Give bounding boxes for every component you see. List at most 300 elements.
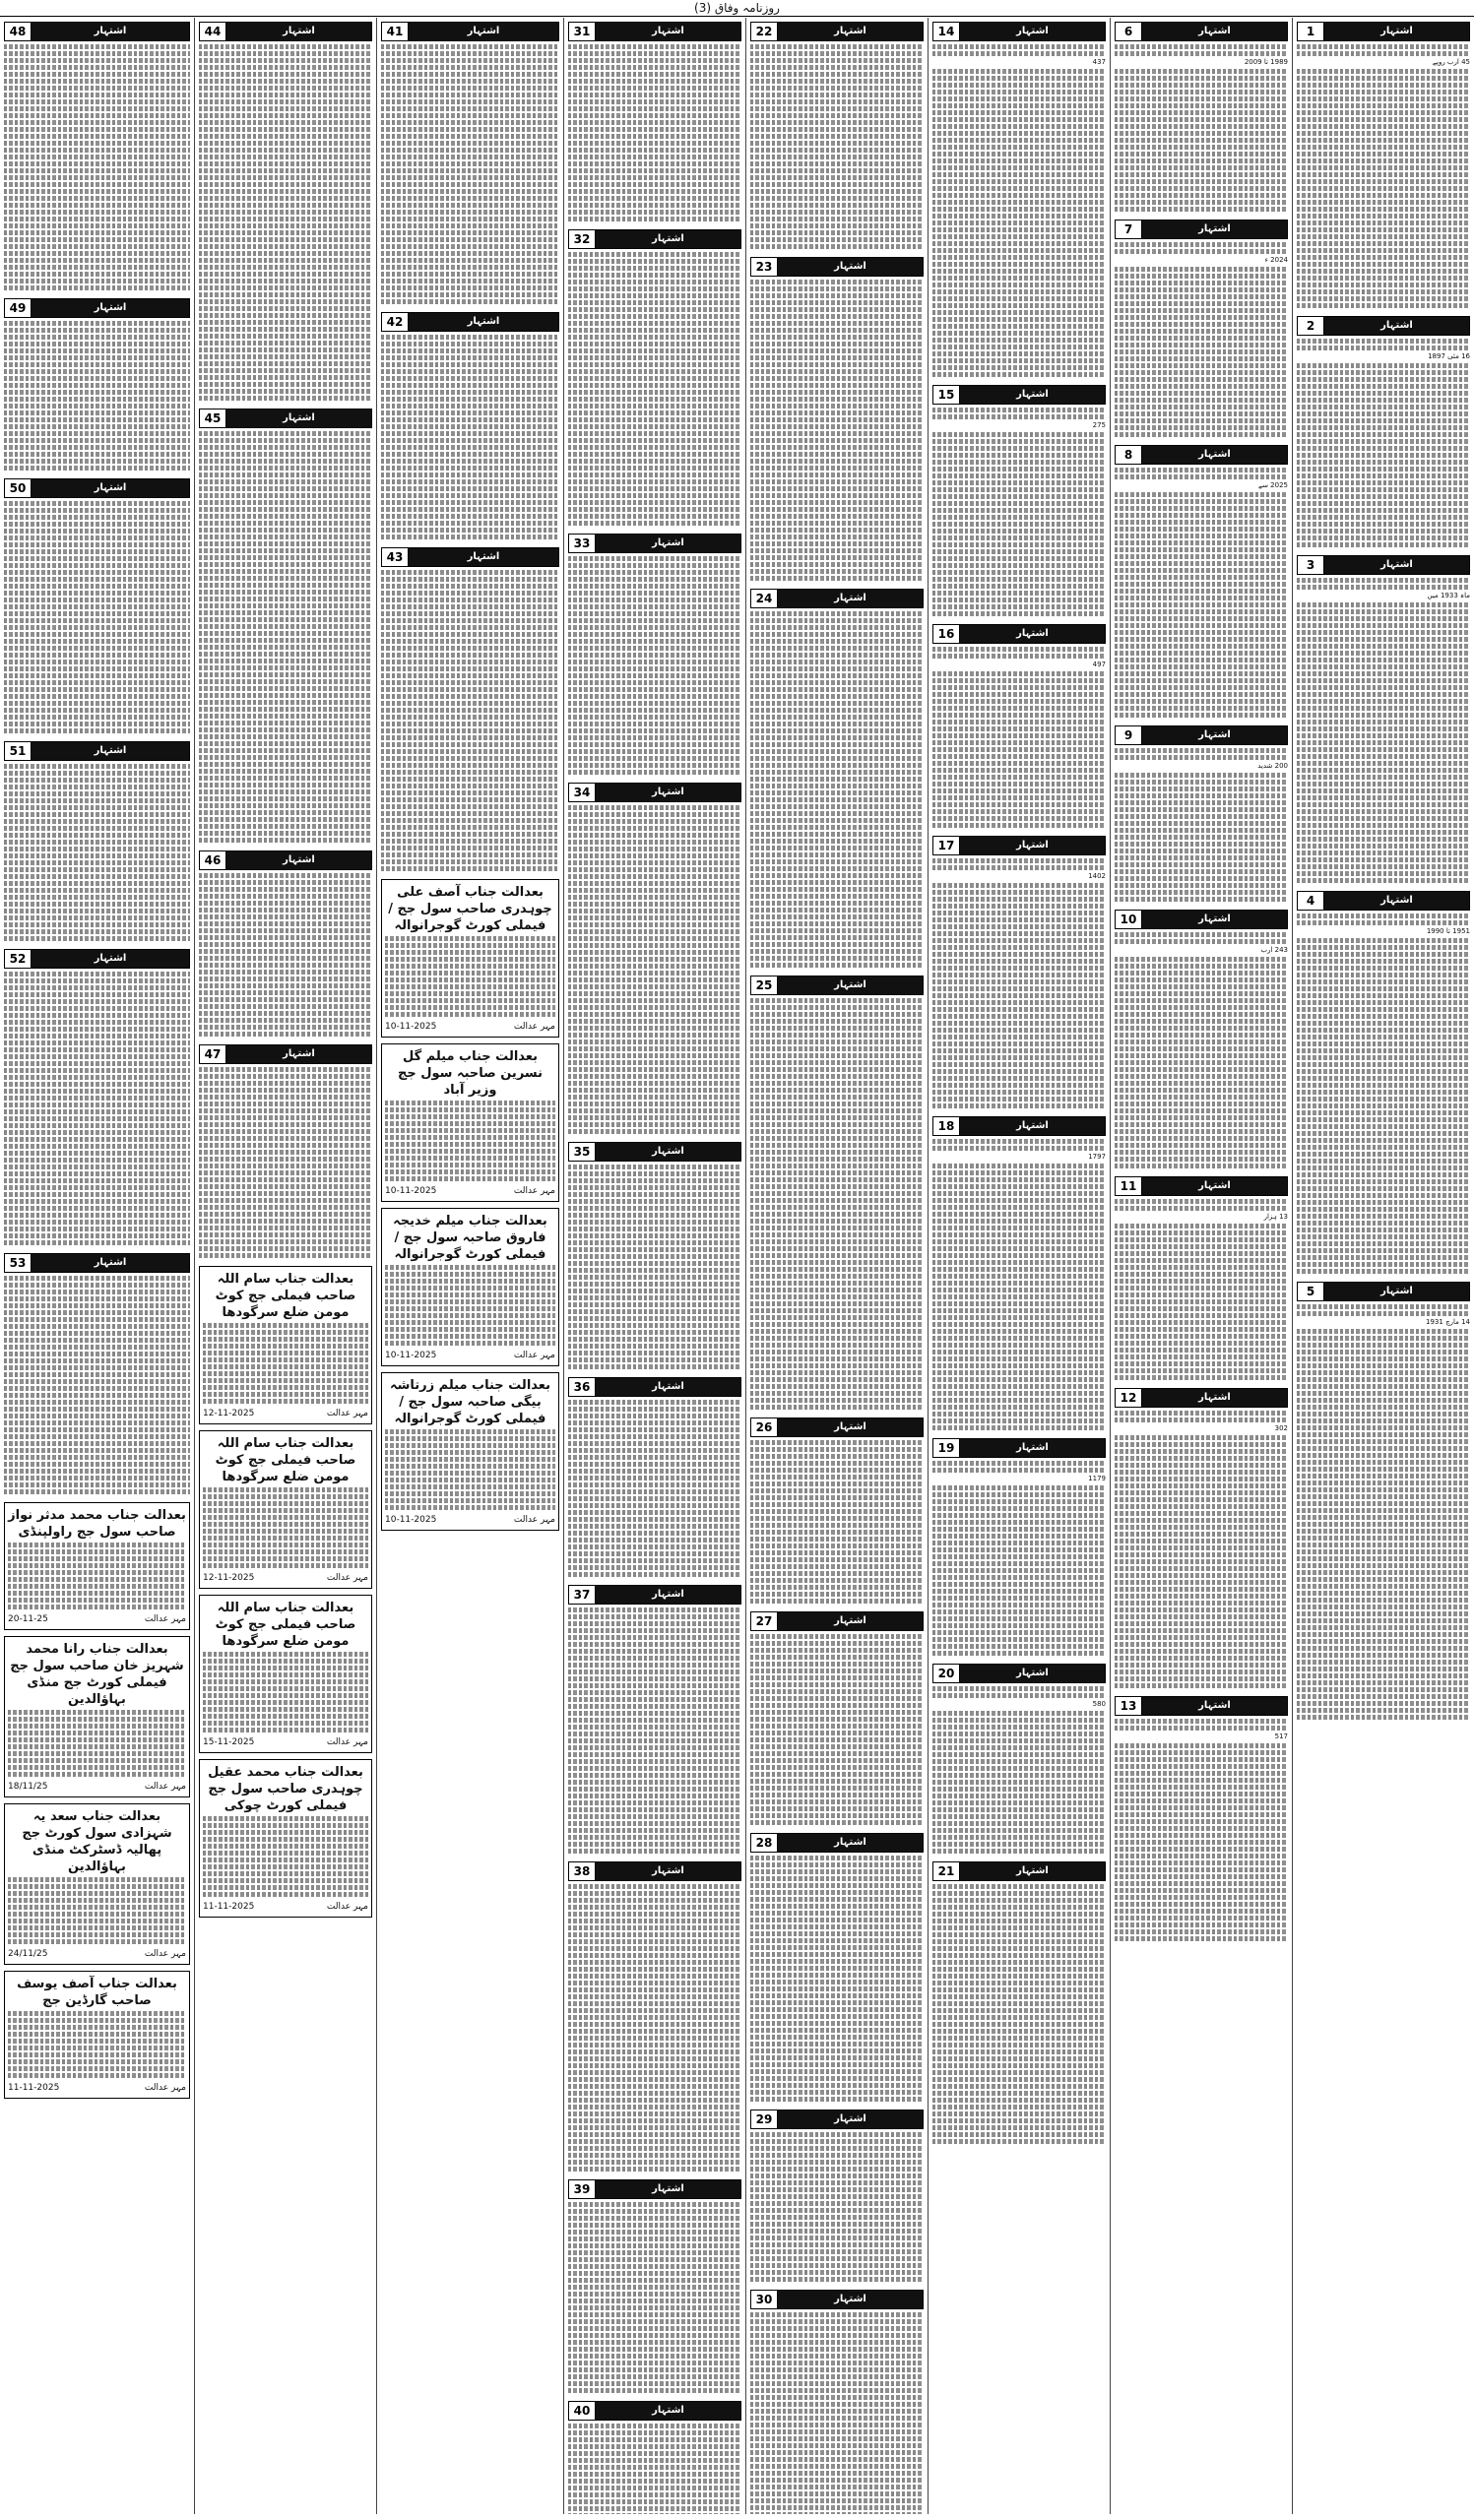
text-line — [1115, 1642, 1288, 1647]
text-line — [750, 555, 924, 560]
text-line — [199, 1246, 372, 1251]
text-line — [1115, 513, 1288, 518]
text-line — [750, 2062, 924, 2067]
text-line — [381, 230, 559, 235]
text-line — [1115, 807, 1288, 812]
text-line — [932, 979, 1106, 984]
text-line — [932, 1967, 1106, 1972]
text-line — [1297, 837, 1470, 842]
text-line — [750, 1648, 924, 1653]
text-line — [199, 1011, 372, 1016]
text-line — [1115, 1805, 1288, 1810]
text-line — [932, 248, 1106, 253]
text-line — [568, 486, 741, 491]
text-line — [199, 748, 372, 753]
ad-body — [1115, 44, 1288, 212]
text-line — [4, 120, 190, 125]
ad-label: اشتہار — [960, 1665, 1105, 1682]
text-line — [4, 445, 190, 450]
text-line — [932, 365, 1106, 370]
text-line — [932, 917, 1106, 922]
text-line — [381, 410, 559, 415]
text-line — [1297, 473, 1470, 478]
text-line — [1115, 1129, 1288, 1134]
text-line — [381, 687, 559, 692]
text-line — [1297, 1035, 1470, 1040]
text-line — [1297, 1598, 1470, 1603]
text-line — [199, 272, 372, 277]
text-line — [568, 493, 741, 498]
ad-label: اشتہار — [1324, 23, 1469, 40]
ad-label: اشتہار — [596, 784, 740, 801]
text-line — [203, 1728, 368, 1732]
text-line — [750, 321, 924, 326]
text-line — [1297, 1543, 1470, 1547]
text-line — [4, 598, 190, 602]
text-line — [1115, 1635, 1288, 1640]
text-line — [568, 79, 741, 84]
text-line — [1115, 492, 1288, 497]
ad-number-badge — [4, 22, 190, 41]
text-line — [1297, 644, 1470, 649]
text-line — [750, 1019, 924, 1024]
text-line — [932, 1814, 1106, 1819]
text-line — [568, 847, 741, 851]
text-line — [8, 1724, 186, 1729]
text-line — [750, 1081, 924, 1086]
text-line — [750, 514, 924, 519]
text-line — [750, 189, 924, 194]
text-line — [1115, 1115, 1288, 1120]
text-line — [1297, 986, 1470, 991]
ad-body — [750, 1440, 924, 1604]
text-line — [568, 570, 741, 575]
text-line — [568, 2146, 741, 2151]
text-line — [750, 2416, 924, 2421]
text-line — [750, 390, 924, 395]
text-line — [199, 1088, 372, 1093]
text-line — [381, 507, 559, 512]
text-line — [4, 1054, 190, 1059]
ad-number: 15 — [933, 386, 960, 404]
text-line — [568, 2486, 741, 2490]
text-line — [750, 445, 924, 450]
text-line — [385, 1149, 555, 1154]
text-line — [1297, 1584, 1470, 1589]
text-line — [1297, 439, 1470, 444]
text-line — [1115, 1265, 1288, 1270]
text-line — [568, 1558, 741, 1563]
text-line — [750, 2395, 924, 2400]
text-line — [932, 1350, 1106, 1354]
text-line — [932, 1246, 1106, 1251]
text-line — [4, 466, 190, 471]
text-line — [4, 1116, 190, 1121]
text-line — [1115, 349, 1288, 354]
text-line — [568, 1884, 741, 1889]
text-line — [199, 210, 372, 215]
text-line — [568, 653, 741, 658]
text-line — [1115, 1320, 1288, 1325]
text-line — [1115, 1067, 1288, 1072]
text-line — [1297, 1536, 1470, 1541]
text-line — [1297, 1453, 1470, 1458]
text-line — [199, 755, 372, 760]
text-line — [1297, 234, 1470, 239]
text-line — [8, 1932, 186, 1937]
ad-number-badge — [381, 312, 559, 332]
text-line — [1297, 1311, 1470, 1316]
text-line — [381, 445, 559, 450]
text-line — [568, 1531, 741, 1536]
text-line — [4, 972, 190, 976]
text-line — [750, 293, 924, 298]
text-line — [750, 2194, 924, 2199]
text-line — [932, 51, 1106, 56]
text-line — [385, 1114, 555, 1119]
text-line — [1115, 200, 1288, 205]
text-line — [1115, 685, 1288, 690]
text-line — [932, 1391, 1106, 1396]
text-line — [4, 805, 190, 810]
text-line — [1297, 637, 1470, 642]
text-line — [1115, 637, 1288, 642]
text-line — [932, 1146, 1106, 1151]
text-line — [932, 1905, 1106, 1910]
text-line — [4, 438, 190, 443]
text-line — [750, 134, 924, 139]
text-line — [1297, 76, 1470, 81]
text-line — [8, 2059, 186, 2064]
text-line — [932, 768, 1106, 773]
text-line — [750, 1157, 924, 1162]
text-line — [932, 966, 1106, 971]
text-line — [203, 1556, 368, 1561]
text-line — [1297, 1159, 1470, 1164]
classified-ad — [1297, 891, 1470, 1274]
text-line — [1115, 1860, 1288, 1865]
text-line — [199, 997, 372, 1002]
text-line — [750, 1599, 924, 1604]
ad-body — [568, 2424, 741, 2514]
text-line — [932, 1226, 1106, 1230]
text-line — [568, 362, 741, 367]
text-line — [568, 1538, 741, 1543]
text-line — [932, 1725, 1106, 1730]
text-line — [4, 1290, 190, 1294]
text-line — [750, 2361, 924, 2365]
court-notice-date: 10-11-2025 — [385, 1022, 437, 1032]
ad-label: اشتہار — [960, 837, 1105, 854]
text-line — [932, 1232, 1106, 1237]
text-line — [568, 673, 741, 678]
text-line — [1115, 897, 1288, 902]
text-line — [199, 679, 372, 684]
text-line — [750, 1177, 924, 1182]
text-line — [750, 2388, 924, 2393]
text-line — [568, 1254, 741, 1259]
text-line — [1115, 51, 1288, 56]
text-line — [750, 548, 924, 553]
text-line — [8, 1877, 186, 1882]
text-line — [4, 106, 190, 111]
text-line — [1297, 938, 1470, 943]
court-notice-signature — [385, 1021, 555, 1033]
text-line — [203, 1364, 368, 1369]
text-line — [381, 348, 559, 353]
text-line — [568, 273, 741, 278]
text-line — [1115, 207, 1288, 212]
text-line — [568, 168, 741, 173]
ad-label: اشتہار — [960, 1439, 1105, 1457]
text-line — [4, 708, 190, 713]
text-line — [1297, 207, 1470, 212]
ad-number-badge — [932, 1438, 1106, 1458]
text-line — [750, 348, 924, 353]
text-line — [932, 1732, 1106, 1736]
ad-number-badge — [1115, 1388, 1288, 1408]
text-line — [750, 466, 924, 471]
text-line — [199, 44, 372, 49]
column-7 — [194, 18, 376, 2514]
text-line — [932, 473, 1106, 478]
text-line — [1297, 411, 1470, 416]
text-line — [4, 1324, 190, 1329]
text-line — [932, 733, 1106, 738]
text-line — [199, 196, 372, 201]
text-line — [199, 983, 372, 988]
text-line — [1115, 1442, 1288, 1447]
text-line — [1115, 1019, 1288, 1024]
text-line — [199, 472, 372, 477]
text-line — [199, 908, 372, 913]
text-line — [750, 1751, 924, 1756]
text-line — [568, 853, 741, 858]
text-line — [932, 1807, 1106, 1812]
text-line — [1115, 821, 1288, 826]
text-line — [199, 168, 372, 173]
text-line — [1297, 795, 1470, 800]
text-line — [750, 2478, 924, 2483]
classified-ad — [568, 1861, 741, 2172]
text-line — [1115, 172, 1288, 177]
text-line — [4, 508, 190, 513]
text-line — [199, 431, 372, 436]
text-line — [1115, 1286, 1288, 1291]
text-line — [1115, 267, 1288, 272]
text-line — [1115, 780, 1288, 785]
text-line — [932, 1506, 1106, 1511]
text-line — [568, 2118, 741, 2123]
ad-number-badge — [750, 976, 924, 995]
text-line — [932, 453, 1106, 458]
text-line — [1115, 835, 1288, 840]
text-line — [750, 666, 924, 671]
text-line — [932, 1035, 1106, 1040]
ad-number: 30 — [751, 2291, 778, 2308]
text-line — [1297, 713, 1470, 718]
text-line — [750, 963, 924, 968]
text-line — [750, 397, 924, 402]
text-line — [385, 1292, 555, 1297]
text-line — [750, 2471, 924, 2476]
ad-number-badge — [1297, 555, 1470, 575]
ad-label: اشتہار — [960, 625, 1105, 643]
text-line — [568, 2063, 741, 2068]
text-line — [568, 1074, 741, 1079]
text-line — [1115, 849, 1288, 853]
text-line — [568, 2506, 741, 2511]
text-line — [1297, 96, 1470, 101]
court-notice-date: 20-11-25 — [8, 1614, 48, 1624]
text-line — [1297, 165, 1470, 170]
text-line — [381, 99, 559, 104]
text-line — [199, 1081, 372, 1086]
text-line — [1297, 405, 1470, 410]
text-line — [199, 334, 372, 339]
text-line — [568, 1572, 741, 1577]
text-line — [381, 189, 559, 194]
text-line — [750, 51, 924, 56]
text-line — [381, 258, 559, 263]
text-line — [568, 1427, 741, 1432]
text-line — [381, 839, 559, 844]
text-line — [1115, 1573, 1288, 1578]
text-line — [4, 355, 190, 360]
text-line — [1115, 1504, 1288, 1509]
text-line — [4, 285, 190, 290]
text-line — [1297, 391, 1470, 396]
text-line — [381, 486, 559, 491]
text-line — [4, 1482, 190, 1487]
text-line — [1115, 1847, 1288, 1852]
ad-body — [750, 44, 924, 249]
text-line — [568, 577, 741, 582]
text-line — [932, 1821, 1106, 1826]
text-line — [1115, 1199, 1288, 1204]
text-line — [1297, 788, 1470, 793]
text-line — [4, 1358, 190, 1363]
ad-body — [750, 1856, 924, 2102]
text-line — [1297, 1522, 1470, 1527]
text-line — [1115, 1545, 1288, 1550]
text-line — [1115, 664, 1288, 669]
text-line — [1115, 1354, 1288, 1359]
text-line — [1115, 90, 1288, 94]
text-line — [932, 439, 1106, 444]
classified-ad — [932, 624, 1106, 828]
classified-ad — [1115, 22, 1288, 212]
text-line — [750, 2402, 924, 2407]
text-line — [932, 1370, 1106, 1375]
text-line — [568, 2319, 741, 2324]
text-line — [750, 1198, 924, 1203]
text-line — [932, 1090, 1106, 1095]
text-line — [4, 168, 190, 173]
ad-number-badge — [568, 22, 741, 41]
text-line — [568, 1981, 741, 1985]
text-line — [932, 179, 1106, 184]
text-line — [568, 1842, 741, 1847]
text-line — [932, 1925, 1106, 1930]
text-line — [381, 438, 559, 443]
court-notice-signature — [203, 1901, 368, 1913]
text-line — [750, 673, 924, 678]
text-line — [932, 577, 1106, 582]
text-line — [381, 376, 559, 381]
text-line — [1297, 296, 1470, 301]
text-line — [4, 819, 190, 824]
text-line — [385, 1327, 555, 1332]
text-line — [568, 1773, 741, 1778]
text-line — [4, 1185, 190, 1190]
text-line — [568, 1171, 741, 1176]
text-line — [1297, 1041, 1470, 1046]
text-line — [1297, 1460, 1470, 1465]
ad-label: اشتہار — [778, 1834, 923, 1852]
text-line — [4, 936, 190, 941]
ad-number: 51 — [5, 742, 32, 760]
text-line — [750, 2000, 924, 2005]
text-line — [8, 1939, 186, 1944]
text-line — [381, 265, 559, 270]
text-line — [750, 342, 924, 346]
text-line — [199, 1115, 372, 1120]
ad-label: اشتہار — [409, 313, 558, 331]
ad-text-line: 14 مارچ 1931 — [1426, 1318, 1470, 1326]
text-line — [199, 320, 372, 325]
court-notice-heading: بعدالت جناب سام اللہ صاحب فیملی جج کوٹ مومن ضلع سرگودھا — [215, 1601, 356, 1649]
text-line — [203, 1487, 368, 1492]
text-line — [568, 1987, 741, 1992]
text-line — [1297, 768, 1470, 773]
text-line — [750, 2090, 924, 2095]
text-line — [568, 1469, 741, 1474]
text-line — [750, 1918, 924, 1922]
classified-ad — [199, 1044, 372, 1258]
masthead: روزنامہ وفاق (3) — [0, 0, 1474, 17]
text-line — [1297, 303, 1470, 308]
text-line — [1115, 336, 1288, 341]
text-line — [568, 1206, 741, 1211]
text-line — [4, 141, 190, 146]
text-line — [1297, 1653, 1470, 1658]
text-line — [4, 529, 190, 534]
text-line — [568, 1814, 741, 1819]
classified-ad — [750, 1833, 924, 2102]
text-line — [203, 1844, 368, 1849]
ad-number: 40 — [569, 2402, 596, 2420]
text-line — [750, 472, 924, 477]
text-line — [568, 563, 741, 568]
text-line — [1115, 1621, 1288, 1626]
text-line — [932, 1623, 1106, 1628]
text-line — [1297, 1398, 1470, 1403]
text-line — [568, 1690, 741, 1695]
text-line — [1115, 1854, 1288, 1858]
text-line — [568, 735, 741, 740]
text-line — [1115, 1361, 1288, 1366]
text-line — [750, 1440, 924, 1445]
text-line — [932, 227, 1106, 232]
ad-label: اشتہار — [1324, 1283, 1469, 1300]
text-line — [750, 58, 924, 63]
text-line — [750, 790, 924, 795]
text-line — [568, 1614, 741, 1619]
text-line — [8, 1891, 186, 1896]
text-line — [8, 1543, 186, 1547]
text-line — [4, 701, 190, 706]
